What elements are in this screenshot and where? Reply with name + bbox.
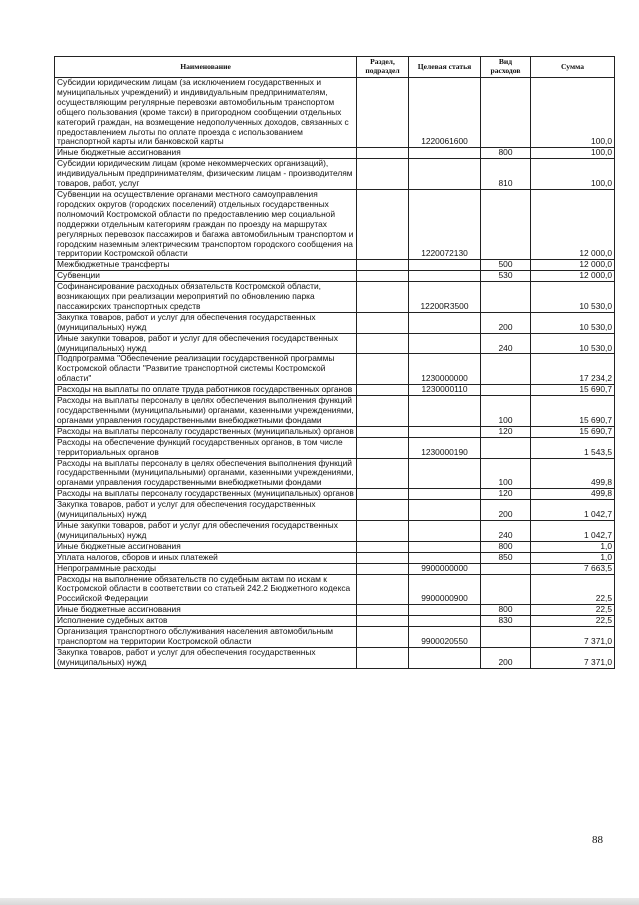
cell-section xyxy=(357,396,409,427)
cell-sum: 499,8 xyxy=(531,489,615,500)
cell-sum: 22,5 xyxy=(531,605,615,616)
cell-name: Расходы на обеспечение функций государственных органов, в том числе территориальных органов xyxy=(55,437,357,458)
cell-name: Расходы на выплаты персоналу в целях обеспечения выполнения функций государственными (муниципальными) органами, казенными учреждениями, органами управления государственными внебюджетными фондами xyxy=(55,458,357,489)
cell-name: Иные закупки товаров, работ и услуг для обеспечения государственных (муниципальных) нужд xyxy=(55,520,357,541)
cell-target-article: 9900000000 xyxy=(409,563,481,574)
cell-name: Софинансирование расходных обязательств Костромской области, возникающих при реализации мероприятий по обновлению парка пассажирских транспортных средств xyxy=(55,282,357,313)
cell-expense-kind xyxy=(481,189,531,259)
cell-target-article xyxy=(409,458,481,489)
table-row xyxy=(55,159,615,190)
table-row xyxy=(55,385,615,396)
header-section: Раздел, подраздел xyxy=(357,57,409,78)
cell-name: Субсидии юридическим лицам (кроме некоммерческих организаций), индивидуальным предпринимателям, физическим лицам - производителям товаров, работ, услуг xyxy=(55,159,357,190)
table-row xyxy=(55,627,615,648)
cell-target-article xyxy=(409,271,481,282)
cell-expense-kind xyxy=(481,627,531,648)
cell-expense-kind xyxy=(481,385,531,396)
cell-sum: 1 042,7 xyxy=(531,520,615,541)
cell-expense-kind xyxy=(481,354,531,385)
cell-name: Расходы на выполнение обязательств по судебным актам по искам к Костромской области в соответствии со статьей 242.2 Бюджетного кодекса Российской Федерации xyxy=(55,574,357,605)
cell-expense-kind xyxy=(481,78,531,148)
cell-name: Субсидии юридическим лицам (за исключением государственных и муниципальных учреждений) и индивидуальным предпринимателям, осуществляющим регулярные перевозки автомобильным транспортом общего пользования (кроме такси) в пригородном сообщении отдельных категорий граждан, на возмещение недополученных доходов, связанных с предоставлением льготы по оплате проезда с использованием транспортной карты или банковской карты xyxy=(55,78,357,148)
cell-expense-kind: 800 xyxy=(481,605,531,616)
cell-name: Расходы на выплаты персоналу государственных (муниципальных) органов xyxy=(55,426,357,437)
cell-section xyxy=(357,616,409,627)
table-row xyxy=(55,541,615,552)
cell-target-article xyxy=(409,260,481,271)
cell-expense-kind: 120 xyxy=(481,489,531,500)
table-row xyxy=(55,458,615,489)
table-row xyxy=(55,148,615,159)
cell-sum: 1 543,5 xyxy=(531,437,615,458)
cell-target-article: 9900020550 xyxy=(409,627,481,648)
cell-name: Закупка товаров, работ и услуг для обеспечения государственных (муниципальных) нужд xyxy=(55,312,357,333)
cell-target-article xyxy=(409,312,481,333)
cell-target-article xyxy=(409,148,481,159)
cell-sum: 1,0 xyxy=(531,552,615,563)
table-row xyxy=(55,354,615,385)
table-body xyxy=(55,78,615,669)
table-row xyxy=(55,574,615,605)
cell-section xyxy=(357,458,409,489)
cell-sum: 12 000,0 xyxy=(531,271,615,282)
cell-name: Непрограммные расходы xyxy=(55,563,357,574)
cell-sum: 12 000,0 xyxy=(531,260,615,271)
cell-target-article xyxy=(409,396,481,427)
cell-name: Расходы на выплаты персоналу в целях обеспечения выполнения функций государственными (муниципальными) органами, казенными учреждениями, органами управления государственными внебюджетными фондами xyxy=(55,396,357,427)
table-row xyxy=(55,616,615,627)
cell-name: Иные бюджетные ассигнования xyxy=(55,148,357,159)
cell-sum: 10 530,0 xyxy=(531,333,615,354)
cell-name: Закупка товаров, работ и услуг для обеспечения государственных (муниципальных) нужд xyxy=(55,500,357,521)
cell-sum: 1 042,7 xyxy=(531,500,615,521)
table-row xyxy=(55,426,615,437)
cell-name: Расходы на выплаты персоналу государственных (муниципальных) органов xyxy=(55,489,357,500)
cell-target-article: 1230000110 xyxy=(409,385,481,396)
cell-sum: 100,0 xyxy=(531,159,615,190)
cell-name: Иные закупки товаров, работ и услуг для обеспечения государственных (муниципальных) нужд xyxy=(55,333,357,354)
cell-sum: 7 371,0 xyxy=(531,647,615,668)
cell-section xyxy=(357,605,409,616)
cell-section xyxy=(357,189,409,259)
cell-expense-kind xyxy=(481,574,531,605)
cell-sum: 100,0 xyxy=(531,148,615,159)
cell-expense-kind: 100 xyxy=(481,396,531,427)
cell-target-article xyxy=(409,333,481,354)
table-row xyxy=(55,437,615,458)
cell-section xyxy=(357,260,409,271)
table-row xyxy=(55,312,615,333)
table-row xyxy=(55,647,615,668)
cell-sum: 7 663,5 xyxy=(531,563,615,574)
cell-expense-kind: 830 xyxy=(481,616,531,627)
cell-sum: 15 690,7 xyxy=(531,426,615,437)
cell-sum: 10 530,0 xyxy=(531,282,615,313)
table-row xyxy=(55,563,615,574)
cell-target-article: 1230000190 xyxy=(409,437,481,458)
cell-name: Уплата налогов, сборов и иных платежей xyxy=(55,552,357,563)
cell-name: Исполнение судебных актов xyxy=(55,616,357,627)
cell-sum: 7 371,0 xyxy=(531,627,615,648)
cell-sum: 22,5 xyxy=(531,616,615,627)
cell-expense-kind: 240 xyxy=(481,520,531,541)
cell-expense-kind: 850 xyxy=(481,552,531,563)
table-row xyxy=(55,520,615,541)
cell-section xyxy=(357,78,409,148)
cell-section xyxy=(357,148,409,159)
cell-sum: 15 690,7 xyxy=(531,396,615,427)
cell-target-article xyxy=(409,159,481,190)
cell-expense-kind: 530 xyxy=(481,271,531,282)
cell-name: Иные бюджетные ассигнования xyxy=(55,541,357,552)
cell-section xyxy=(357,354,409,385)
cell-expense-kind xyxy=(481,563,531,574)
cell-sum: 17 234,2 xyxy=(531,354,615,385)
cell-target-article xyxy=(409,489,481,500)
cell-section xyxy=(357,520,409,541)
scan-bottom-edge xyxy=(0,898,639,905)
cell-name: Субвенции xyxy=(55,271,357,282)
cell-section xyxy=(357,647,409,668)
cell-target-article xyxy=(409,426,481,437)
cell-target-article: 12200R3500 xyxy=(409,282,481,313)
cell-target-article xyxy=(409,520,481,541)
cell-section xyxy=(357,500,409,521)
cell-sum: 100,0 xyxy=(531,78,615,148)
cell-name: Иные бюджетные ассигнования xyxy=(55,605,357,616)
cell-section xyxy=(357,333,409,354)
cell-section xyxy=(357,563,409,574)
table-header-row xyxy=(55,57,615,78)
cell-section xyxy=(357,271,409,282)
cell-section xyxy=(357,489,409,500)
cell-sum: 15 690,7 xyxy=(531,385,615,396)
cell-section xyxy=(357,312,409,333)
cell-expense-kind: 810 xyxy=(481,159,531,190)
cell-sum: 12 000,0 xyxy=(531,189,615,259)
cell-sum: 499,8 xyxy=(531,458,615,489)
cell-target-article: 9900000900 xyxy=(409,574,481,605)
cell-section xyxy=(357,437,409,458)
cell-expense-kind: 800 xyxy=(481,541,531,552)
cell-expense-kind: 200 xyxy=(481,647,531,668)
cell-expense-kind: 800 xyxy=(481,148,531,159)
cell-expense-kind: 200 xyxy=(481,312,531,333)
cell-section xyxy=(357,574,409,605)
cell-expense-kind: 200 xyxy=(481,500,531,521)
cell-name: Субвенции на осуществление органами местного самоуправления городских округов (городских поселений) отдельных государственных полномочий Костромской области по предоставлению мер социальной поддержки отдельным категориям граждан по проезду на маршрутах регулярных перевозок пассажиров и багажа автомобильным транспортом и городским наземным электрическим транспортом городского сообщения на территории Костромской области xyxy=(55,189,357,259)
table-row xyxy=(55,271,615,282)
table-row xyxy=(55,78,615,148)
cell-section xyxy=(357,426,409,437)
cell-target-article xyxy=(409,605,481,616)
table-row xyxy=(55,333,615,354)
header-target-article: Целевая статья xyxy=(409,57,481,78)
cell-section xyxy=(357,627,409,648)
cell-sum: 22,5 xyxy=(531,574,615,605)
table-row xyxy=(55,189,615,259)
cell-target-article xyxy=(409,552,481,563)
header-name: Наименование xyxy=(55,57,357,78)
cell-section xyxy=(357,541,409,552)
cell-target-article xyxy=(409,616,481,627)
table-row xyxy=(55,260,615,271)
cell-expense-kind: 500 xyxy=(481,260,531,271)
cell-target-article: 1220061600 xyxy=(409,78,481,148)
cell-sum: 1,0 xyxy=(531,541,615,552)
cell-section xyxy=(357,282,409,313)
cell-section xyxy=(357,552,409,563)
table-row xyxy=(55,500,615,521)
cell-expense-kind: 240 xyxy=(481,333,531,354)
cell-section xyxy=(357,385,409,396)
header-sum: Сумма xyxy=(531,57,615,78)
cell-expense-kind xyxy=(481,437,531,458)
cell-target-article xyxy=(409,647,481,668)
cell-section xyxy=(357,159,409,190)
header-expense-kind: Вид расходов xyxy=(481,57,531,78)
table-row xyxy=(55,552,615,563)
table-row xyxy=(55,489,615,500)
cell-target-article: 1230000000 xyxy=(409,354,481,385)
cell-expense-kind: 100 xyxy=(481,458,531,489)
cell-name: Межбюджетные трансферты xyxy=(55,260,357,271)
cell-expense-kind xyxy=(481,282,531,313)
cell-name: Расходы на выплаты по оплате труда работников государственных органов xyxy=(55,385,357,396)
page-number: 88 xyxy=(592,834,603,846)
budget-table xyxy=(54,56,615,669)
table-row xyxy=(55,396,615,427)
cell-name: Организация транспортного обслуживания населения автомобильным транспортом на территории Костромской области xyxy=(55,627,357,648)
table-row xyxy=(55,282,615,313)
cell-name: Подпрограмма "Обеспечение реализации государственной программы Костромской области "Развитие транспортной системы Костромской области" xyxy=(55,354,357,385)
cell-target-article xyxy=(409,541,481,552)
table-row xyxy=(55,605,615,616)
cell-name: Закупка товаров, работ и услуг для обеспечения государственных (муниципальных) нужд xyxy=(55,647,357,668)
cell-sum: 10 530,0 xyxy=(531,312,615,333)
cell-target-article: 1220072130 xyxy=(409,189,481,259)
cell-target-article xyxy=(409,500,481,521)
cell-expense-kind: 120 xyxy=(481,426,531,437)
